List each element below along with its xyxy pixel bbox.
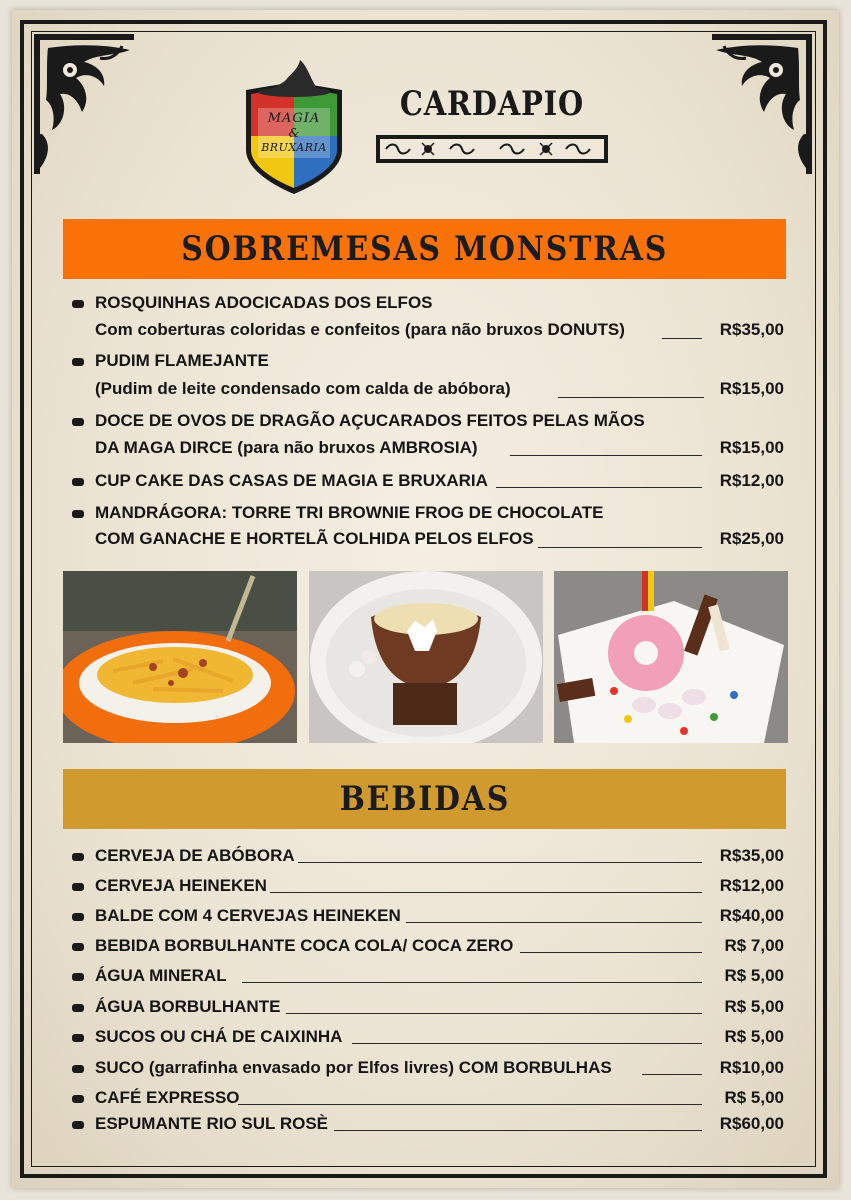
drink-price: R$40,00 xyxy=(719,906,784,925)
drink-name: BEBIDA BORBULHANTE COCA COLA/ COCA ZERO xyxy=(95,936,514,955)
bullet-icon xyxy=(72,510,84,518)
bullet-icon xyxy=(72,853,84,861)
bullet-icon xyxy=(72,300,84,308)
drink-name: CERVEJA HEINEKEN xyxy=(95,876,267,895)
leader-line xyxy=(558,397,704,398)
dessert-price: R$35,00 xyxy=(719,320,784,339)
drink-name: CAFÉ EXPRESSO xyxy=(95,1088,240,1107)
bullet-icon xyxy=(72,1034,84,1042)
drink-price: R$12,00 xyxy=(719,876,784,895)
drink-name: ÁGUA MINERAL xyxy=(95,966,227,985)
drink-price: R$60,00 xyxy=(719,1114,784,1133)
bullet-icon xyxy=(72,1121,84,1129)
dessert-description: (Pudim de leite condensado com calda de abóbora) xyxy=(95,379,511,398)
dessert-description: DA MAGA DIRCE (para não bruxos AMBROSIA) xyxy=(95,438,478,457)
dessert-name: DOCE DE OVOS DE DRAGÃO AÇUCARADOS FEITOS PELAS MÃOS xyxy=(95,411,645,430)
drink-name: CERVEJA DE ABÓBORA xyxy=(95,846,295,865)
drink-item xyxy=(72,966,784,988)
drink-item xyxy=(72,1027,784,1049)
drink-name: SUCO (garrafinha envasado por Elfos livres) COM BORBULHAS xyxy=(95,1058,612,1077)
drink-price: R$ 5,00 xyxy=(724,1027,784,1046)
leader-line xyxy=(662,338,702,339)
logo-ampersand: & xyxy=(288,126,300,140)
dessert-name: CUP CAKE DAS CASAS DE MAGIA E BRUXARIA xyxy=(95,471,488,490)
drink-item xyxy=(72,997,784,1019)
dessert-item xyxy=(72,351,784,403)
dessert-price: R$15,00 xyxy=(719,379,784,398)
bullet-icon xyxy=(72,478,84,486)
drink-item xyxy=(72,936,784,958)
bullet-icon xyxy=(72,973,84,981)
drink-item xyxy=(72,906,784,928)
bullet-icon xyxy=(72,883,84,891)
dessert-price: R$25,00 xyxy=(719,529,784,548)
bullet-icon xyxy=(72,1095,84,1103)
drink-name: SUCOS OU CHÁ DE CAIXINHA xyxy=(95,1027,343,1046)
drink-price: R$ 5,00 xyxy=(724,997,784,1016)
logo xyxy=(238,58,350,198)
dessert-name: MANDRÁGORA: TORRE TRI BROWNIE FROG DE CHOCOLATE xyxy=(95,503,604,522)
bullet-icon xyxy=(72,1004,84,1012)
dessert-item xyxy=(72,411,784,463)
drink-item xyxy=(72,846,784,868)
leader-line xyxy=(270,892,702,893)
leader-line xyxy=(510,455,702,456)
leader-line xyxy=(538,547,702,548)
drink-price: R$ 7,00 xyxy=(724,936,784,955)
bullet-icon xyxy=(72,1065,84,1073)
leader-line xyxy=(642,1074,702,1075)
corner-ornament-right-icon xyxy=(712,34,812,174)
drink-name: BALDE COM 4 CERVEJAS HEINEKEN xyxy=(95,906,401,925)
photo-donut-tower xyxy=(554,571,788,743)
drink-item xyxy=(72,876,784,898)
drink-price: R$ 5,00 xyxy=(724,1088,784,1107)
dessert-item xyxy=(72,503,784,555)
leader-line xyxy=(334,1130,702,1131)
dessert-price: R$15,00 xyxy=(719,438,784,457)
drink-item xyxy=(72,1058,784,1080)
drink-name: ÁGUA BORBULHANTE xyxy=(95,997,281,1016)
section-title-drinks: BEBIDAS xyxy=(339,779,510,819)
leader-line xyxy=(238,1104,702,1105)
dessert-item xyxy=(72,293,784,345)
leader-line xyxy=(242,982,702,983)
leader-line xyxy=(496,487,702,488)
drink-name: ESPUMANTE RIO SUL ROSÈ xyxy=(95,1114,328,1133)
drink-price: R$35,00 xyxy=(719,846,784,865)
title-decorative-band-icon xyxy=(376,135,608,163)
leader-line xyxy=(406,922,702,923)
bullet-icon xyxy=(72,418,84,426)
drink-price: R$10,00 xyxy=(719,1058,784,1077)
photo-fries xyxy=(63,571,297,743)
drink-item xyxy=(72,1114,784,1136)
drink-price: R$ 5,00 xyxy=(724,966,784,985)
dessert-description: COM GANACHE E HORTELÃ COLHIDA PELOS ELFOS xyxy=(95,529,534,548)
dessert-item xyxy=(72,471,784,495)
dessert-name: PUDIM FLAMEJANTE xyxy=(95,351,269,370)
bullet-icon xyxy=(72,358,84,366)
drink-item xyxy=(72,1088,784,1110)
page-title: CARDAPIO xyxy=(399,84,585,124)
dessert-description: Com coberturas coloridas e confeitos (para não bruxos DONUTS) xyxy=(95,320,625,339)
logo-text-magia: MAGIA xyxy=(267,111,321,126)
corner-ornament-left-icon xyxy=(34,34,134,174)
leader-line xyxy=(520,952,702,953)
bullet-icon xyxy=(72,943,84,951)
photo-pudding xyxy=(309,571,543,743)
dessert-name: ROSQUINHAS ADOCICADAS DOS ELFOS xyxy=(95,293,433,312)
bullet-icon xyxy=(72,913,84,921)
leader-line xyxy=(298,862,702,863)
section-title-desserts: SOBREMESAS MONSTRAS xyxy=(181,229,668,269)
section-header-desserts xyxy=(63,219,786,279)
leader-line xyxy=(352,1043,702,1044)
section-header-drinks xyxy=(63,769,786,829)
logo-text-bruxaria: BRUXARIA xyxy=(261,141,327,154)
dessert-price: R$12,00 xyxy=(719,471,784,490)
leader-line xyxy=(286,1013,702,1014)
